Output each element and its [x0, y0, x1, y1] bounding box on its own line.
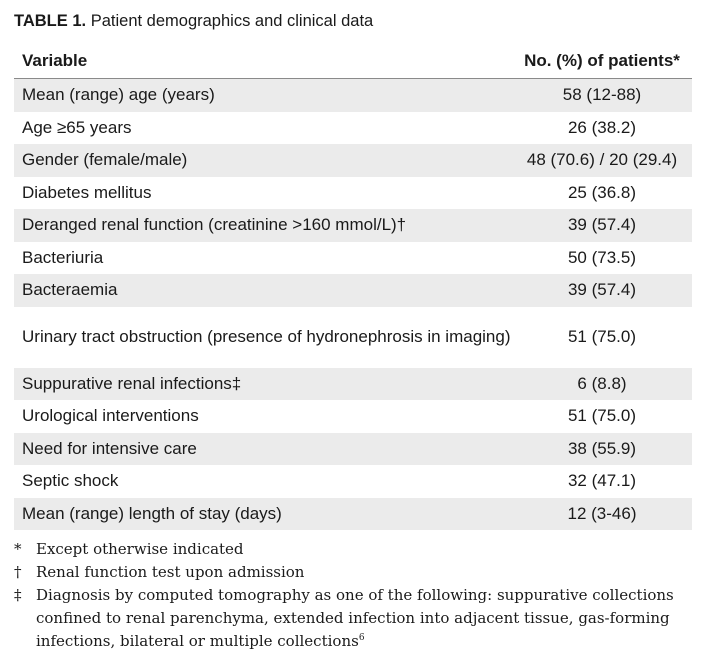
row-value: 25 (36.8) — [567, 182, 637, 202]
table-row — [14, 79, 692, 112]
row-value: 32 (47.1) — [567, 471, 637, 491]
footnote-symbol: † — [14, 563, 22, 581]
row-value: 38 (55.9) — [512, 433, 692, 466]
row-value: 39 (57.4) — [512, 209, 692, 242]
footnote-symbol: ‡ — [14, 586, 22, 604]
row-variable: Bacteriuria — [22, 247, 104, 267]
table-row — [14, 400, 692, 433]
footnote — [14, 584, 694, 653]
table-number: TABLE 1. — [14, 12, 87, 30]
row-variable: Urological interventions — [22, 406, 199, 426]
row-variable: Gender (female/male) — [14, 144, 512, 177]
row-variable: Suppurative renal infections‡ — [14, 368, 512, 401]
row-value: 39 (57.4) — [512, 274, 692, 307]
row-variable: Septic shock — [22, 471, 119, 491]
table-row — [14, 498, 692, 531]
footnote — [14, 561, 694, 584]
table-row — [14, 433, 692, 466]
table-row — [14, 144, 692, 177]
table-header-row — [14, 44, 692, 79]
row-variable: Urinary tract obstruction (presence of hydronephrosis in imaging) — [22, 327, 511, 346]
row-variable: Diabetes mellitus — [22, 182, 152, 202]
footnote-text: Diagnosis by computed tomography as one of the following: suppurative collections confined to renal parenchyma, extended infection into adjacent tissue, gas-forming infections, bilateral or multiple collections — [36, 586, 674, 650]
row-value: 51 (75.0) — [567, 406, 637, 426]
footnote-text: Renal function test upon admission — [36, 563, 305, 581]
demographics-table — [14, 44, 692, 530]
footnote-text: Except otherwise indicated — [36, 540, 244, 558]
row-value: 6 (8.8) — [512, 368, 692, 401]
footnote-symbol: * — [14, 540, 22, 558]
header-variable: Variable — [14, 44, 512, 79]
row-variable: Age ≥65 years — [22, 117, 132, 137]
row-variable: Bacteraemia — [14, 274, 512, 307]
row-value: 48 (70.6) / 20 (29.4) — [512, 144, 692, 177]
footnote-text-container — [36, 584, 694, 653]
footnotes — [14, 538, 694, 653]
row-variable: Mean (range) age (years) — [14, 79, 512, 112]
table-caption — [14, 12, 373, 31]
table-row — [14, 209, 692, 242]
table-title: Patient demographics and clinical data — [90, 12, 374, 30]
row-variable: Deranged renal function (creatinine >160 mmol/L)† — [14, 209, 512, 242]
table-row — [14, 307, 692, 368]
header-patients: No. (%) of patients* — [512, 44, 692, 79]
reference-superscript: 6 — [358, 633, 365, 643]
row-value: 50 (73.5) — [567, 247, 637, 267]
row-value: 12 (3-46) — [512, 498, 692, 531]
table-row — [14, 274, 692, 307]
row-variable: Mean (range) length of stay (days) — [14, 498, 512, 531]
table-row — [14, 177, 692, 210]
footnote — [14, 538, 694, 561]
row-value: 26 (38.2) — [567, 117, 637, 137]
table-row — [14, 112, 692, 145]
table-row — [14, 368, 692, 401]
row-value: 58 (12-88) — [512, 79, 692, 112]
table-row — [14, 465, 692, 498]
table-row — [14, 242, 692, 275]
row-value: 51 (75.0) — [567, 327, 637, 346]
row-variable: Need for intensive care — [14, 433, 512, 466]
